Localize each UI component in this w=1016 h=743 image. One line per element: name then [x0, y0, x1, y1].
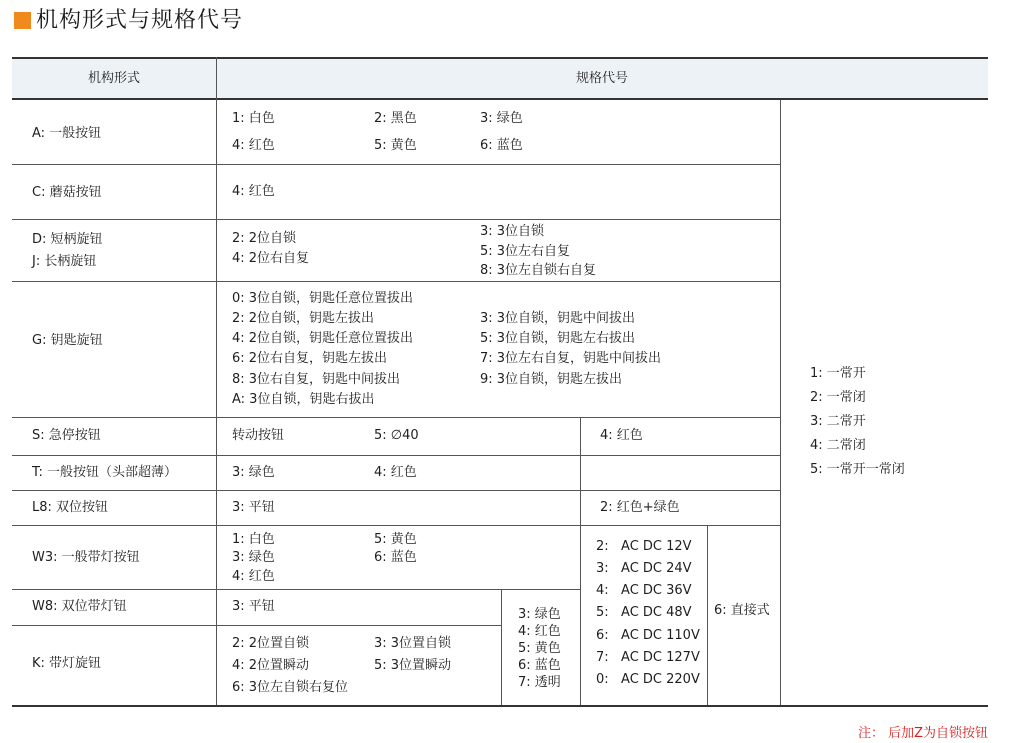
contact: 5: 一常开一常闭 [810, 462, 905, 477]
voltage: 0: AC DC 220V [596, 672, 700, 687]
cell: 4: 红色 [374, 465, 417, 480]
page-title: 机构形式与规格代号 [36, 8, 244, 33]
lamp-color: 4: 红色 [518, 624, 561, 639]
row-w8-name: W8: 双位带灯钮 [32, 599, 127, 614]
divider [707, 525, 708, 705]
voltage: 7: AC DC 127V [596, 650, 700, 665]
cell: 6: 蓝色 [480, 138, 523, 153]
cell: 1: 白色 [232, 111, 275, 126]
voltage: 5: AC DC 48V [596, 605, 692, 620]
row-j-name: J: 长柄旋钮 [32, 254, 97, 269]
cell: 2: 2位自锁，钥匙左拔出 [232, 311, 375, 326]
row-s-name: S: 急停按钮 [32, 428, 101, 443]
row-c-name: C: 蘑菇按钮 [32, 185, 102, 200]
row-w3-name: W3: 一般带灯按钮 [32, 550, 140, 565]
row-divider [12, 281, 780, 282]
cell: 4: 红色 [232, 138, 275, 153]
row-g-name: G: 钥匙旋钮 [32, 333, 103, 348]
cell: 2: 红色+绿色 [600, 500, 680, 515]
divider [216, 57, 217, 705]
cell: 5: ∅40 [374, 428, 419, 443]
spec-table [12, 57, 988, 707]
lamp-color: 6: 蓝色 [518, 658, 561, 673]
cell: 4: 2位右自复 [232, 251, 310, 266]
cell: 5: 黄色 [374, 532, 417, 547]
cell: 6: 3位左自锁右复位 [232, 680, 349, 695]
row-divider [12, 589, 580, 590]
cell: 3: 平钮 [232, 500, 275, 515]
lamp-color: 7: 透明 [518, 675, 561, 690]
voltage: 2: AC DC 12V [596, 539, 692, 554]
cell: 3: 3位自锁，钥匙中间拔出 [480, 311, 636, 326]
cell: 5: 3位置瞬动 [374, 658, 452, 673]
cell: 3: 绿色 [232, 465, 275, 480]
cell: 4: 红色 [232, 184, 275, 199]
cell: 3: 3位置自锁 [374, 636, 452, 651]
row-divider [12, 490, 780, 491]
contact: 3: 二常开 [810, 414, 866, 429]
cell: 3: 3位自锁 [480, 224, 545, 239]
cell: 4: 红色 [232, 569, 275, 584]
title-marker [14, 12, 31, 29]
cell: 转动按钮 [232, 428, 285, 443]
cell: 3: 绿色 [232, 550, 275, 565]
row-d-name: D: 短柄旋钮 [32, 232, 103, 247]
cell: 9: 3位自锁，钥匙左拔出 [480, 372, 623, 387]
lamp-color: 5: 黄色 [518, 641, 561, 656]
cell: 4: 2位置瞬动 [232, 658, 310, 673]
lamp-type: 6: 直接式 [714, 603, 770, 618]
cell: 2: 2位自锁 [232, 231, 297, 246]
voltage: 4: AC DC 36V [596, 583, 692, 598]
cell: 4: 红色 [600, 428, 643, 443]
contact: 1: 一常开 [810, 366, 866, 381]
row-divider [12, 525, 780, 526]
cell: 3: 平钮 [232, 599, 275, 614]
cell: 8: 3位左自锁右自复 [480, 263, 597, 278]
cell: 7: 3位左右自复，钥匙中间拔出 [480, 351, 662, 366]
cell: 5: 3位自锁，钥匙左右拔出 [480, 331, 636, 346]
cell: 2: 2位置自锁 [232, 636, 310, 651]
cell: 6: 蓝色 [374, 550, 417, 565]
row-divider [12, 625, 501, 626]
header-mechanism: 机构形式 [87, 71, 140, 86]
row-l8-name: L8: 双位按钮 [32, 500, 109, 515]
row-k-name: K: 带灯旋钮 [32, 656, 102, 671]
header-spec: 规格代号 [575, 71, 628, 86]
row-divider [12, 455, 780, 456]
cell: 5: 3位左右自复 [480, 244, 571, 259]
cell: 1: 白色 [232, 532, 275, 547]
voltage: 6: AC DC 110V [596, 628, 700, 643]
cell: A: 3位自锁，钥匙右拔出 [232, 392, 375, 407]
table-bottom-rule [12, 705, 988, 707]
divider [780, 100, 781, 705]
table-header [12, 57, 988, 100]
row-a-name: A: 一般按钮 [32, 126, 102, 141]
contact: 2: 一常闭 [810, 390, 866, 405]
lamp-color: 3: 绿色 [518, 607, 561, 622]
row-t-name: T: 一般按钮（头部超薄） [32, 465, 178, 480]
cell: 0: 3位自锁，钥匙任意位置拔出 [232, 291, 414, 306]
cell: 2: 黑色 [374, 111, 417, 126]
divider [580, 417, 581, 705]
cell: 4: 2位自锁，钥匙任意位置拔出 [232, 331, 414, 346]
cell: 6: 2位右自复，钥匙左拔出 [232, 351, 388, 366]
row-divider [12, 417, 780, 418]
divider [501, 589, 502, 705]
footnote: 注： 后加Z为自锁按钮 [857, 726, 988, 741]
voltage: 3: AC DC 24V [596, 561, 692, 576]
row-divider [12, 219, 780, 220]
cell: 3: 绿色 [480, 111, 523, 126]
contact: 4: 二常闭 [810, 438, 866, 453]
row-divider [12, 164, 780, 165]
cell: 8: 3位右自复，钥匙中间拔出 [232, 372, 401, 387]
cell: 5: 黄色 [374, 138, 417, 153]
